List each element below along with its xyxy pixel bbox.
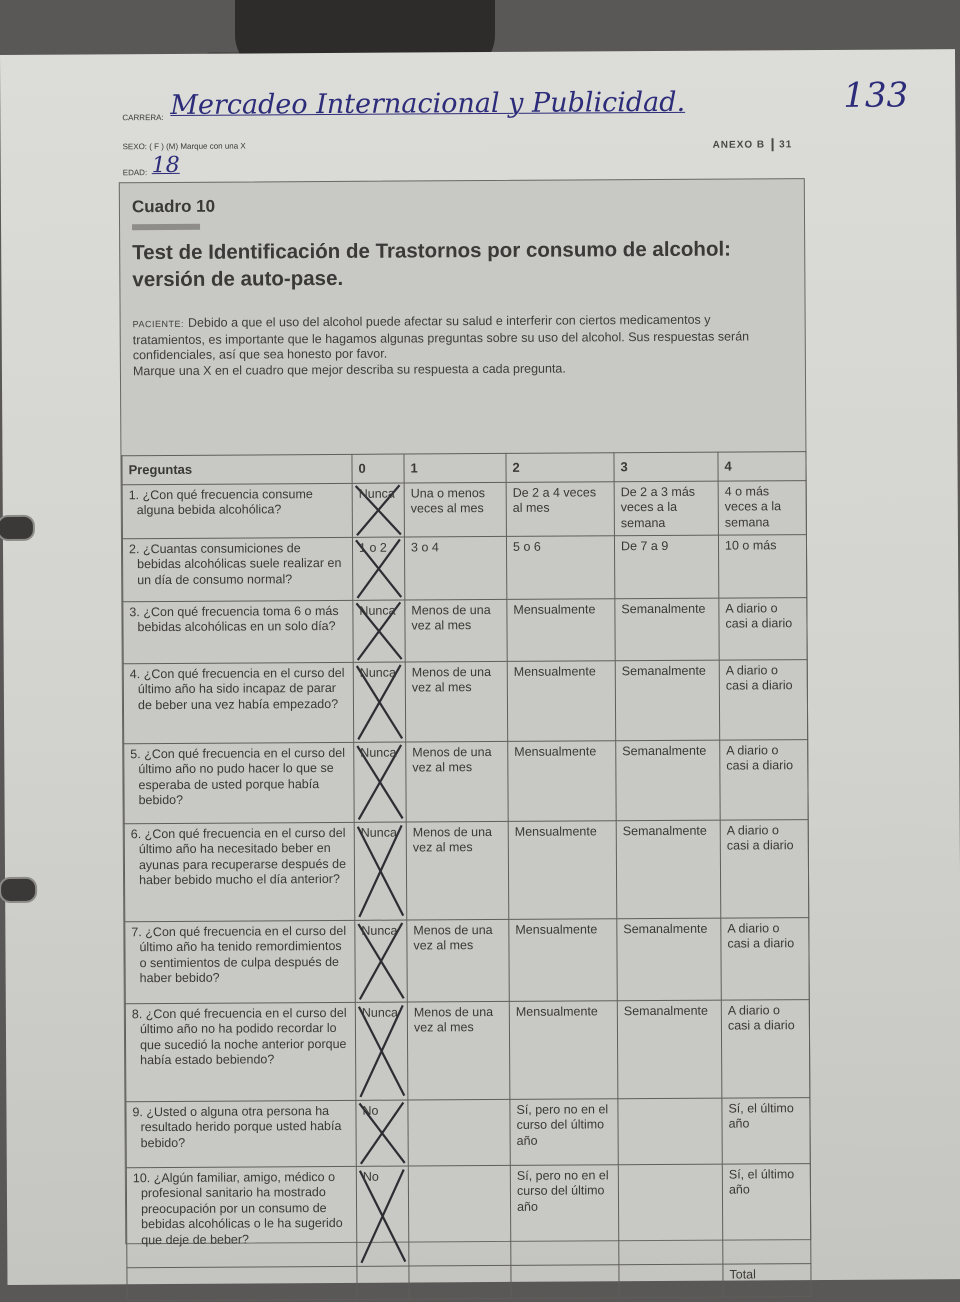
figure-label: Cuadro 10 xyxy=(131,196,216,217)
binder-hole-icon xyxy=(0,877,37,903)
answer-option-1[interactable]: 3 o 4 xyxy=(404,536,506,600)
total-empty-cell xyxy=(619,1264,723,1298)
answer-option-4[interactable]: Sí, el último año xyxy=(722,1097,810,1164)
table-header-row xyxy=(122,452,806,485)
quiz-table xyxy=(121,451,811,1301)
answer-option-0-marked[interactable] xyxy=(353,662,405,742)
answer-option-1[interactable] xyxy=(408,1099,510,1166)
option-label: Nunca xyxy=(361,923,398,938)
instructions-tag: PACIENTE: xyxy=(132,318,185,330)
answer-option-0-marked[interactable] xyxy=(356,1100,408,1166)
question-text: 3. ¿Con qué frecuencia toma 6 o más bebidas alcohólicas en un solo día? xyxy=(123,600,353,663)
career-label: CARRERA: xyxy=(122,113,164,123)
header-option-0: 0 xyxy=(352,454,404,483)
answer-option-2[interactable]: Mensualmente xyxy=(507,660,615,741)
annex-label: ANEXO B xyxy=(712,139,766,151)
answer-option-2[interactable]: Sí, pero no en el curso del último año xyxy=(510,1164,619,1265)
option-label: No xyxy=(362,1103,379,1118)
answer-option-3[interactable]: De 7 a 9 xyxy=(614,535,718,599)
question-text: 10. ¿Algún familiar, amigo, médico o profesional sanitario ha mostrado preocupación por un consumo de bebidas alcohólicas o le ha sugerido que deje de beber? xyxy=(126,1166,357,1267)
option-label: Nunca xyxy=(361,1005,399,1020)
header-option-3: 3 xyxy=(614,452,718,481)
answer-option-3[interactable]: Semanalmente xyxy=(615,598,719,661)
option-label: Nunca xyxy=(359,603,396,618)
answer-option-2[interactable]: Mensualmente xyxy=(509,1000,618,1099)
option-label: Nunca xyxy=(360,825,397,840)
table-row xyxy=(126,1163,811,1267)
annex-header xyxy=(713,138,793,151)
answer-option-0-marked[interactable] xyxy=(352,537,404,600)
answer-option-4[interactable]: A diario o casi a diario xyxy=(719,659,807,740)
question-text: 1. ¿Con qué frecuencia consume alguna bebida alcohólica? xyxy=(122,483,352,538)
answer-option-3[interactable]: Semanalmente xyxy=(615,660,719,741)
table-row xyxy=(123,597,807,663)
answer-option-0-marked[interactable] xyxy=(355,920,407,1002)
table-row xyxy=(124,819,809,921)
answer-option-4[interactable]: A diario o casi a diario xyxy=(720,819,809,918)
answer-option-3[interactable] xyxy=(618,1098,722,1165)
answer-option-1[interactable]: Menos de una vez al mes xyxy=(406,741,508,822)
answer-option-3[interactable]: Semanalmente xyxy=(616,740,720,821)
answer-option-4[interactable]: A diario o casi a diario xyxy=(721,999,810,1098)
answer-option-4[interactable]: A diario o casi a diario xyxy=(720,739,808,820)
sex-label: SEXO: ( F ) (M) Marque con una X xyxy=(122,141,246,152)
answer-option-2[interactable]: Mensualmente xyxy=(507,598,615,661)
answer-option-1[interactable]: Menos de una vez al mes xyxy=(405,599,507,662)
annex-page-number: 31 xyxy=(779,139,793,151)
answer-option-2[interactable]: Sí, pero no en el curso del último año xyxy=(510,1098,618,1165)
option-label: Nunca xyxy=(358,486,395,501)
question-text: 8. ¿Con qué frecuencia en el curso del último año no ha podido recordar lo que sucedió la noche anterior porque había estado bebiendo? xyxy=(125,1002,356,1101)
answer-option-1[interactable]: Una o menos veces al mes xyxy=(404,482,506,537)
answer-option-3[interactable]: Semanalmente xyxy=(616,820,721,919)
age-handwritten-value: 18 xyxy=(151,152,180,179)
answer-option-0-marked[interactable] xyxy=(352,483,404,537)
figure-rule xyxy=(132,224,200,230)
header-option-1: 1 xyxy=(404,453,506,482)
age-label: EDAD: xyxy=(122,168,148,178)
answer-option-3[interactable] xyxy=(618,1164,723,1265)
question-text: 2. ¿Cuantas consumiciones de bebidas alcohólicas suele realizar en un día de consumo normal? xyxy=(122,537,352,601)
instructions xyxy=(133,312,783,379)
answer-option-2[interactable]: Mensualmente xyxy=(508,740,616,821)
answer-option-0-marked[interactable] xyxy=(356,1166,409,1266)
figure-title: Test de Identificación de Trastornos por consumo de alcohol: versión de auto-pase. xyxy=(132,237,732,292)
answer-option-0-marked[interactable] xyxy=(355,1002,408,1100)
answer-option-0-marked[interactable] xyxy=(353,600,405,662)
answer-option-3[interactable]: Semanalmente xyxy=(617,918,721,1001)
instructions-text-2: Marque una X en el cuadro que mejor describa su respuesta a cada pregunta. xyxy=(132,361,566,378)
answer-option-4[interactable]: Sí, el último año xyxy=(722,1163,811,1264)
instructions-text: Debido a que el uso del alcohol puede afectar su salud e interferir con ciertos medicamentos y tratamientos, es importante que le hagamos algunas preguntas sobre su uso del alcohol. Sus respuestas serán confidenciales, así que sea honesto por favor. xyxy=(132,312,750,363)
annex-divider xyxy=(771,138,773,151)
answer-option-3[interactable]: Semanalmente xyxy=(617,1000,722,1099)
header-option-2: 2 xyxy=(506,453,614,482)
handwritten-page-number: 133 xyxy=(843,75,909,116)
total-row xyxy=(127,1263,811,1300)
figure-box xyxy=(119,178,811,1282)
answer-option-1[interactable]: Menos de una vez al mes xyxy=(407,919,509,1002)
question-text: 4. ¿Con qué frecuencia en el curso del último año ha sido incapaz de parar de beber una vez había empezado? xyxy=(123,662,353,743)
answer-option-4[interactable]: A diario o casi a diario xyxy=(719,597,807,660)
binder-hole-icon xyxy=(0,515,35,541)
answer-option-2[interactable]: 5 o 6 xyxy=(506,535,614,599)
table-row xyxy=(125,917,809,1003)
header-questions: Preguntas xyxy=(122,454,352,484)
header-option-4: 4 xyxy=(718,452,806,481)
answer-option-2[interactable]: Mensualmente xyxy=(508,820,617,919)
option-label: Nunca xyxy=(360,745,397,760)
answer-option-4[interactable]: A diario o casi a diario xyxy=(721,917,809,1000)
total-empty-cell xyxy=(127,1266,357,1300)
table-row xyxy=(124,739,808,823)
total-empty-cell xyxy=(511,1264,619,1298)
option-label: 1 o 2 xyxy=(358,540,387,555)
answer-option-0-marked[interactable] xyxy=(354,822,407,920)
table-row xyxy=(122,480,806,538)
table-row xyxy=(125,999,810,1101)
career-handwritten-value: Mercadeo Internacional y Publicidad. xyxy=(170,86,686,121)
question-text: 9. ¿Usted o alguna otra persona ha resultado herido porque usted había bebido? xyxy=(126,1100,356,1167)
answer-option-3[interactable]: De 2 a 3 más veces a la semana xyxy=(614,481,718,536)
answer-option-1[interactable]: Menos de una vez al mes xyxy=(407,1001,510,1100)
option-label: No xyxy=(362,1169,379,1184)
table-row xyxy=(122,534,806,601)
table-row xyxy=(123,659,807,743)
total-empty-cell xyxy=(409,1265,511,1299)
answer-option-1[interactable]: Menos de una vez al mes xyxy=(406,821,509,920)
total-empty-cell xyxy=(357,1266,409,1299)
answer-option-4[interactable]: 10 o más xyxy=(718,534,806,598)
answer-option-2[interactable]: Mensualmente xyxy=(509,918,617,1001)
question-text: 7. ¿Con qué frecuencia en el curso del último año ha tenido remordimientos o sentimientos de culpa después de haber bebido? xyxy=(125,920,355,1003)
total-label[interactable]: Total xyxy=(723,1263,811,1297)
question-text: 5. ¿Con qué frecuencia en el curso del último año no pudo hacer lo que se esperaba de usted porque había bebido? xyxy=(124,742,354,823)
table-row xyxy=(126,1097,810,1167)
option-label: Nunca xyxy=(359,665,396,680)
answer-option-4[interactable]: 4 o más veces a la semana xyxy=(718,480,806,535)
answer-option-1[interactable] xyxy=(408,1165,511,1266)
paper-sheet xyxy=(0,49,960,1285)
question-text: 6. ¿Con qué frecuencia en el curso del último año ha necesitado beber en ayunas para recuperarse después de haber bebido mucho el día anterior? xyxy=(124,822,355,921)
answer-option-1[interactable]: Menos de una vez al mes xyxy=(405,661,507,742)
answer-option-0-marked[interactable] xyxy=(354,742,406,822)
answer-option-2[interactable]: De 2 a 4 veces al mes xyxy=(506,481,614,536)
